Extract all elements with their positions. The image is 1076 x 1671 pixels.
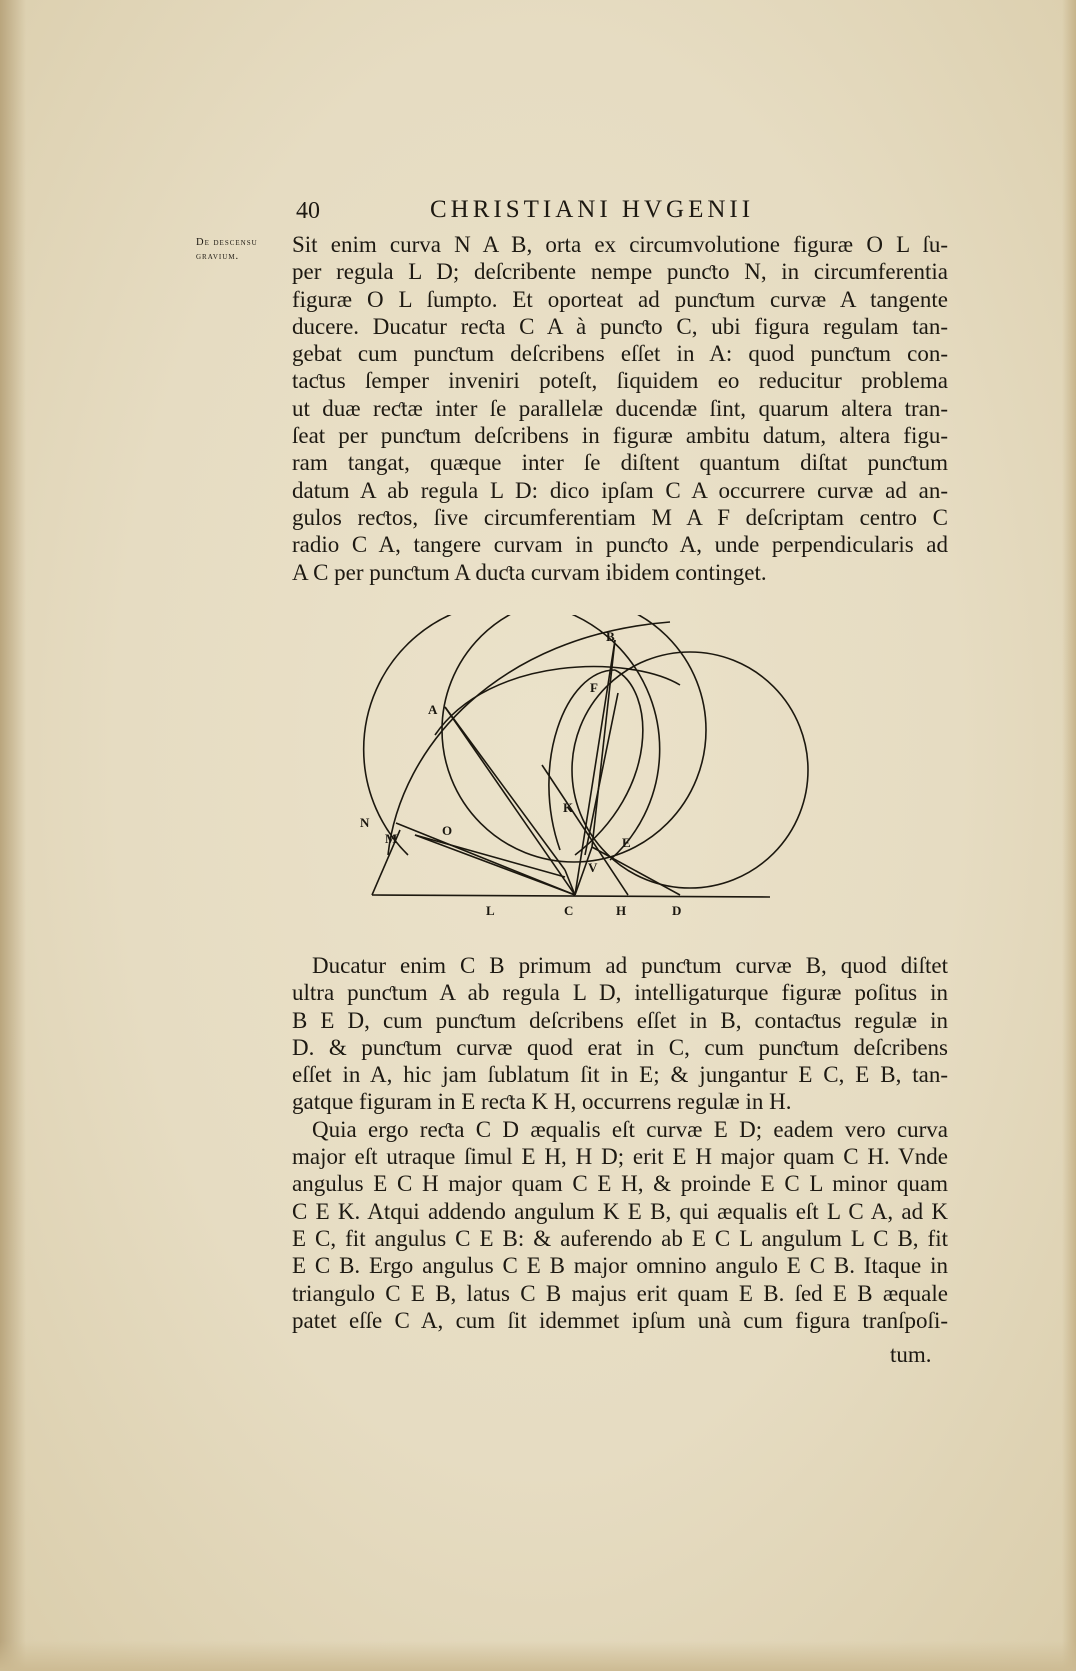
text-line: ultra punƈtum A ab regula L D, intelligaturque figuræ poſitus in xyxy=(292,980,948,1006)
text-line: gebat cum punƈtum deſcribens eſſet in A: quod punƈtum con- xyxy=(292,341,948,367)
figure-label-H: H xyxy=(616,903,627,918)
figure-line-MC xyxy=(415,835,575,895)
text-line: ram tangat, quæque inter ſe diſtent quantum diſtat punƈtum xyxy=(292,450,948,476)
figure-label-N: N xyxy=(360,815,370,830)
text-line: Ducatur enim C B primum ad punƈtum curvæ B, quod diſtet xyxy=(312,953,948,978)
text-line: datum A ab regula L D: dico ipſam C A occurrere curvæ ad an- xyxy=(292,477,948,503)
margin-note-line-1: De descensu xyxy=(196,237,258,248)
figure-large-circle-left xyxy=(364,615,660,860)
figure-line-AV xyxy=(445,707,565,870)
page-edge-shadow-bottom xyxy=(0,1641,1076,1671)
text-line: patet eſſe C A, cum ſit idemmet ipſum unà cum figura tranſpoſi- xyxy=(292,1307,948,1333)
text-line: triangulo C E B, latus C B majus erit quam E B. ſed E B æquale xyxy=(292,1280,948,1306)
text-line: gulos reƈtos, ſive circumferentiam M A F deſcriptam centro C xyxy=(292,504,948,530)
page-edge-shadow-left xyxy=(0,0,26,1671)
text-line: ut duæ reƈtæ inter ſe parallelæ ducendæ ſint, quarum altera tran- xyxy=(292,395,948,421)
figure-label-K: K xyxy=(563,800,574,815)
figure-label-C: C xyxy=(564,903,574,918)
margin-note xyxy=(196,236,286,264)
figure-label-M: M xyxy=(385,831,398,846)
figure-label-E: E xyxy=(622,835,631,850)
figure-label-D: D xyxy=(672,903,682,918)
text-line: E C, fit angulus C E B: & auferendo ab E C L angulum L C B, fit xyxy=(292,1225,948,1251)
page-edge-shadow-right xyxy=(1062,0,1076,1671)
header-title: CHRISTIANI HVGENII xyxy=(430,196,755,223)
text-line: B E D, cum punƈtum deſcribens eſſet in B, contaƈtus regulæ in xyxy=(292,1007,948,1033)
text-line: Quia ergo reƈta C D æqualis eſt curvæ E D; eadem vero curva xyxy=(312,1116,948,1142)
figure-label-O: O xyxy=(442,823,453,838)
text-line: eſſet in A, hic jam ſublatum ſit in E; & jungantur E C, E B, tan- xyxy=(292,1062,948,1088)
figure-label-F: F xyxy=(590,680,598,695)
margin-note-line-2: gravium. xyxy=(196,251,240,262)
text-line: E C B. Ergo angulus C E B major omnino angulo E C B. Itaque in xyxy=(292,1253,948,1279)
figure-line-MV xyxy=(415,835,565,877)
text-line: major eſt utraque ſimul E H, H D; erit E H major quam C H. Vnde xyxy=(292,1144,948,1170)
figure-label-V: V xyxy=(588,860,598,875)
figure-label-B: B xyxy=(606,629,615,644)
figure-line-ED xyxy=(592,847,680,895)
running-head xyxy=(296,198,866,230)
figure-diagram xyxy=(360,615,840,925)
text-line: angulus E C H major quam C E H, & proinde E C L minor quam xyxy=(292,1171,948,1197)
figure-ruler-line xyxy=(372,895,770,897)
catchword: tum. xyxy=(890,1342,932,1367)
figure-label-A: A xyxy=(428,702,438,717)
text-line: ducere. Ducatur reƈta C A à punƈto C, ubi figura regulam tan- xyxy=(292,313,948,339)
text-line: radio C A, tangere curvam in punƈto A, unde perpendicularis ad xyxy=(292,532,948,558)
figure-circle-center xyxy=(442,615,706,862)
paragraph-2-3 xyxy=(292,952,948,1334)
text-line: per regula L D; deſcribente nempe punƈto N, in circumferentia xyxy=(292,259,948,285)
text-line: D. & punƈtum curvæ quod erat in C, cum punƈtum deſcribens xyxy=(292,1034,948,1060)
page-number: 40 xyxy=(296,198,320,224)
geometric-figure xyxy=(360,615,840,925)
text-line: figuræ O L ſumpto. Et oporteat ad punƈtum curvæ A tangente xyxy=(292,286,948,312)
text-line: ſeat per punƈtum deſcribens in figuræ ambitu datum, altera figu- xyxy=(292,423,948,449)
text-line: C E K. Atqui addendo angulum K E B, qui æqualis eſt L C A, ad K xyxy=(292,1198,948,1224)
figure-label-L: L xyxy=(486,903,495,918)
text-line: Sit enim curva N A B, orta ex circumvolutione figuræ O L ſu- xyxy=(292,232,948,257)
text-line: gatque figuram in E reƈta K H, occurrens regulæ in H. xyxy=(292,1089,792,1115)
paragraph-1 xyxy=(292,231,948,586)
text-line: A C per punƈtum A duƈta curvam ibidem continget. xyxy=(292,559,767,585)
text-line: taƈtus ſemper inveniri poteſt, ſiquidem eo reducitur problema xyxy=(292,368,948,394)
